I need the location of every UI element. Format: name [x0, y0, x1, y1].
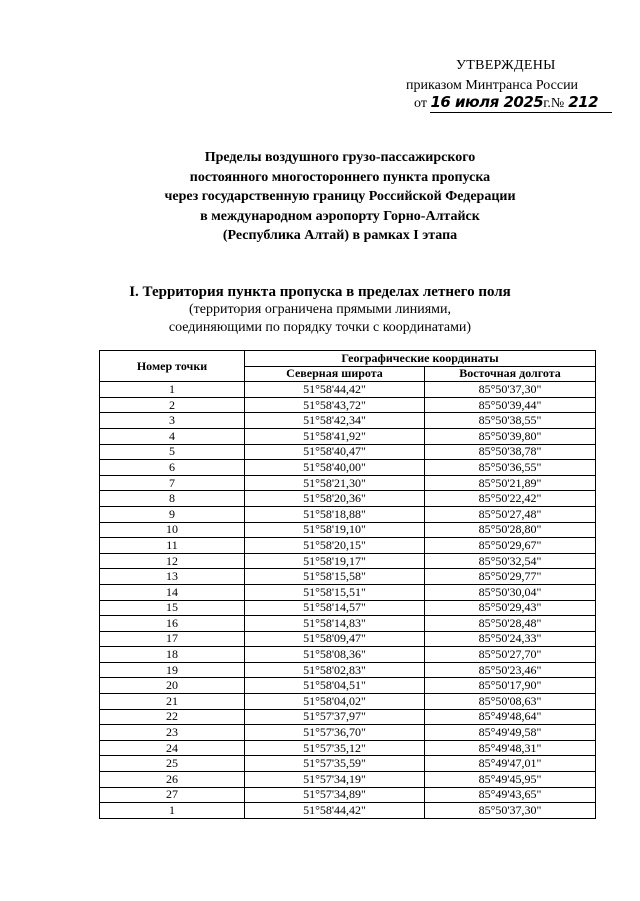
- approval-order-line: приказом Минтранса России: [406, 78, 579, 93]
- latitude-cell: 51°58'04,51": [245, 678, 425, 694]
- longitude-cell: 85°49'45,95": [425, 772, 596, 788]
- longitude-cell: 85°50'37,30": [425, 382, 596, 398]
- latitude-cell: 51°58'15,58": [245, 569, 425, 585]
- section-heading: I. Территория пункта пропуска в пределах летнего поля: [129, 284, 511, 300]
- table-row: [100, 694, 596, 710]
- table-body: [100, 382, 596, 819]
- table-row: [100, 600, 596, 616]
- point-number-cell: 23: [100, 725, 245, 741]
- table-row: [100, 538, 596, 554]
- point-number-cell: 18: [100, 647, 245, 663]
- latitude-cell: 51°57'35,59": [245, 756, 425, 772]
- section-subtitle: соединяющими по порядку точки с координатами): [168, 320, 472, 335]
- point-number-cell: 24: [100, 740, 245, 756]
- header-longitude: Восточная долгота: [425, 366, 596, 382]
- point-number-cell: 11: [100, 538, 245, 554]
- longitude-cell: 85°50'29,43": [425, 600, 596, 616]
- latitude-cell: 51°58'41,92": [245, 428, 425, 444]
- longitude-cell: 85°50'21,89": [425, 475, 596, 491]
- point-number-cell: 17: [100, 631, 245, 647]
- table-row: [100, 506, 596, 522]
- header-point-number: Номер точки: [100, 351, 245, 382]
- latitude-cell: 51°58'20,36": [245, 491, 425, 507]
- longitude-cell: 85°50'17,90": [425, 678, 596, 694]
- latitude-cell: 51°58'40,00": [245, 460, 425, 476]
- latitude-cell: 51°58'02,83": [245, 662, 425, 678]
- latitude-cell: 51°58'04,02": [245, 694, 425, 710]
- point-number-cell: 6: [100, 460, 245, 476]
- longitude-cell: 85°50'29,67": [425, 538, 596, 554]
- title-line: через государственную границу Российской Федерации: [164, 189, 516, 204]
- longitude-cell: 85°50'39,44": [425, 397, 596, 413]
- point-number-cell: 1: [100, 803, 245, 819]
- table-row: [100, 803, 596, 819]
- latitude-cell: 51°57'35,12": [245, 740, 425, 756]
- table-row: [100, 428, 596, 444]
- table-row: [100, 444, 596, 460]
- latitude-cell: 51°58'40,47": [245, 444, 425, 460]
- longitude-cell: 85°50'24,33": [425, 631, 596, 647]
- point-number-cell: 15: [100, 600, 245, 616]
- approval-heading: УТВЕРЖДЕНЫ: [456, 58, 556, 73]
- document-title: [60, 148, 620, 246]
- point-number-cell: 16: [100, 616, 245, 632]
- longitude-cell: 85°50'39,80": [425, 428, 596, 444]
- table-row: [100, 740, 596, 756]
- point-number-cell: 21: [100, 694, 245, 710]
- latitude-cell: 51°58'43,72": [245, 397, 425, 413]
- table-row: [100, 460, 596, 476]
- title-line: в международном аэропорту Горно-Алтайск: [200, 208, 480, 224]
- table-row: [100, 491, 596, 507]
- latitude-cell: 51°58'44,42": [245, 382, 425, 398]
- table-row: [100, 397, 596, 413]
- point-number-cell: 7: [100, 475, 245, 491]
- table-row: [100, 382, 596, 398]
- longitude-cell: 85°50'28,48": [425, 616, 596, 632]
- point-number-cell: 8: [100, 491, 245, 507]
- header-geo-coords: Географические координаты: [245, 351, 596, 367]
- approval-date-line: [414, 94, 612, 114]
- approval-date-field: [430, 94, 612, 113]
- longitude-cell: 85°49'49,58": [425, 725, 596, 741]
- point-number-cell: 14: [100, 584, 245, 600]
- longitude-cell: 85°50'27,70": [425, 647, 596, 663]
- point-number-cell: 2: [100, 397, 245, 413]
- point-number-cell: 22: [100, 709, 245, 725]
- latitude-cell: 51°57'36,70": [245, 725, 425, 741]
- point-number-cell: 1: [100, 382, 245, 398]
- longitude-cell: 85°50'38,55": [425, 413, 596, 429]
- longitude-cell: 85°49'47,01": [425, 756, 596, 772]
- point-number-cell: 13: [100, 569, 245, 585]
- latitude-cell: 51°58'44,42": [245, 803, 425, 819]
- longitude-cell: 85°50'38,78": [425, 444, 596, 460]
- latitude-cell: 51°58'18,88": [245, 506, 425, 522]
- longitude-cell: 85°50'29,77": [425, 569, 596, 585]
- latitude-cell: 51°58'19,17": [245, 553, 425, 569]
- section-subtitle: (территория ограничена прямыми линиями,: [188, 302, 452, 317]
- table-row: [100, 662, 596, 678]
- point-number-cell: 19: [100, 662, 245, 678]
- approval-number-label: №: [550, 96, 565, 111]
- latitude-cell: 51°57'34,89": [245, 787, 425, 803]
- point-number-cell: 10: [100, 522, 245, 538]
- point-number-cell: 3: [100, 413, 245, 429]
- latitude-cell: 51°58'14,57": [245, 600, 425, 616]
- latitude-cell: 51°58'42,34": [245, 413, 425, 429]
- table-row: [100, 553, 596, 569]
- approval-date-prefix: от: [414, 96, 427, 111]
- longitude-cell: 85°50'23,46": [425, 662, 596, 678]
- longitude-cell: 85°50'32,54": [425, 553, 596, 569]
- table-row: [100, 616, 596, 632]
- table-row: [100, 709, 596, 725]
- header-latitude: Северная широта: [245, 366, 425, 382]
- table-row: [100, 787, 596, 803]
- latitude-cell: 51°58'21,30": [245, 475, 425, 491]
- latitude-cell: 51°58'08,36": [245, 647, 425, 663]
- latitude-cell: 51°58'15,51": [245, 584, 425, 600]
- longitude-cell: 85°50'36,55": [425, 460, 596, 476]
- longitude-cell: 85°50'27,48": [425, 506, 596, 522]
- latitude-cell: 51°57'34,19": [245, 772, 425, 788]
- table-row: [100, 569, 596, 585]
- longitude-cell: 85°49'43,65": [425, 787, 596, 803]
- point-number-cell: 9: [100, 506, 245, 522]
- point-number-cell: 25: [100, 756, 245, 772]
- point-number-cell: 26: [100, 772, 245, 788]
- longitude-cell: 85°49'48,64": [425, 709, 596, 725]
- table-row: [100, 413, 596, 429]
- title-line: постоянного многостороннего пункта пропуска: [189, 169, 491, 185]
- point-number-cell: 27: [100, 787, 245, 803]
- point-number-cell: 5: [100, 444, 245, 460]
- longitude-cell: 85°50'28,80": [425, 522, 596, 538]
- table-row: [100, 631, 596, 647]
- longitude-cell: 85°50'37,30": [425, 803, 596, 819]
- latitude-cell: 51°58'09,47": [245, 631, 425, 647]
- table-row: [100, 772, 596, 788]
- latitude-cell: 51°58'20,15": [245, 538, 425, 554]
- latitude-cell: 51°58'14,83": [245, 616, 425, 632]
- coordinates-table: [99, 350, 596, 819]
- approval-year-suffix: г.: [543, 96, 551, 111]
- point-number-cell: 20: [100, 678, 245, 694]
- section-header: [60, 283, 580, 337]
- longitude-cell: 85°50'08,63": [425, 694, 596, 710]
- point-number-cell: 4: [100, 428, 245, 444]
- longitude-cell: 85°49'48,31": [425, 740, 596, 756]
- table-row: [100, 725, 596, 741]
- latitude-cell: 51°58'19,10": [245, 522, 425, 538]
- longitude-cell: 85°50'22,42": [425, 491, 596, 507]
- title-line: Пределы воздушного грузо-пассажирского: [204, 150, 476, 165]
- title-line: (Республика Алтай) в рамках I этапа: [222, 228, 458, 243]
- table-row: [100, 584, 596, 600]
- approval-number-handwritten: 212: [568, 93, 599, 111]
- longitude-cell: 85°50'30,04": [425, 584, 596, 600]
- point-number-cell: 12: [100, 553, 245, 569]
- table-row: [100, 647, 596, 663]
- table-row: [100, 756, 596, 772]
- latitude-cell: 51°57'37,97": [245, 709, 425, 725]
- table-row: [100, 522, 596, 538]
- table-row: [100, 678, 596, 694]
- approval-date-handwritten: 16 июля 2025: [430, 93, 544, 111]
- table-row: [100, 475, 596, 491]
